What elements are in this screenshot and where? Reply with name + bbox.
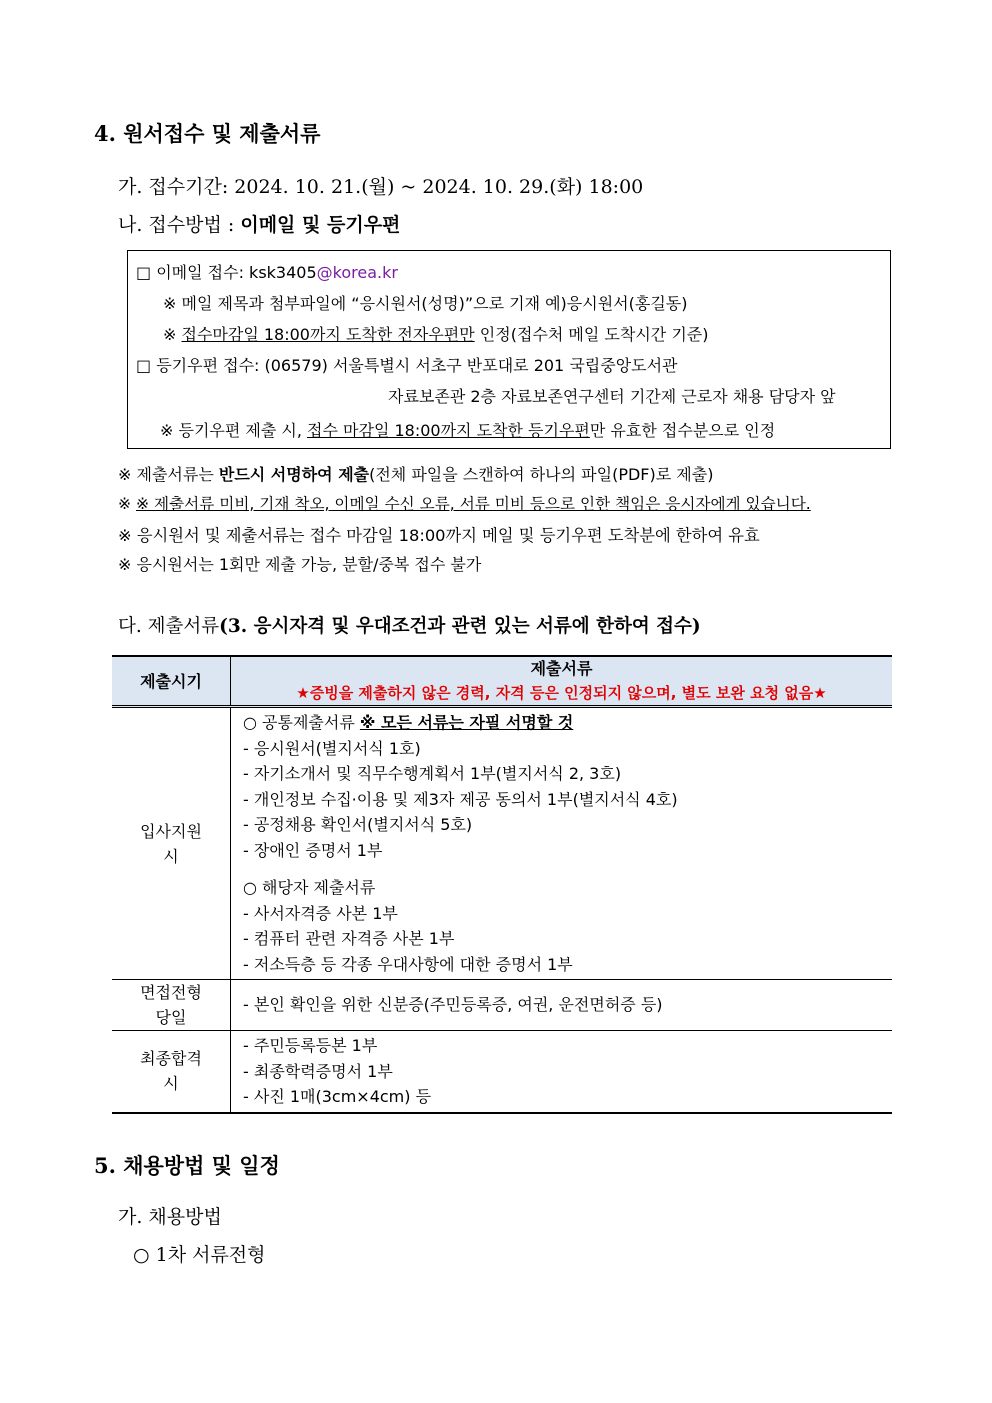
extra-docs-title: ○ 해당자 제출서류: [243, 878, 376, 897]
list-item: - 장애인 증명서 1부: [243, 840, 383, 860]
list-item: - 공정채용 확인서(별지서식 5호): [243, 815, 473, 834]
list-item: - 자기소개서 및 직무수행계획서 1부(별지서식 2, 3호): [243, 764, 622, 783]
row-docs-interview: [231, 980, 893, 1031]
table-row: [112, 980, 892, 1031]
list-item: - 저소득층 등 각종 우대사항에 대한 증명서 1부: [243, 954, 573, 974]
common-docs-prefix: ○ 공통제출서류: [243, 713, 360, 732]
list-item: - 사진 1매(3cm×4cm) 등: [243, 1087, 432, 1106]
note-1: [118, 462, 713, 485]
header-warning: ★증빙을 제출하지 않은 경력, 자격 등은 인정되지 않으며, 별도 보완 요청 없음★: [296, 684, 827, 702]
note-1-suffix: (전체 파일을 스캔하여 하나의 파일(PDF)로 제출): [369, 465, 714, 484]
list-item: - 사서자격증 사본 1부: [243, 903, 398, 923]
common-docs-underline: ※ 모든 서류는 자필 서명할 것: [359, 713, 574, 732]
row-when-interview: 면접전형 당일: [112, 980, 231, 1031]
email-note-2-prefix: ※: [163, 325, 182, 344]
email-note-1: ※ 메일 제목과 첨부파일에 “응시원서(성명)”으로 기재 예)응시원서(홍길동): [163, 294, 688, 313]
application-period: 가. 접수기간: 2024. 10. 21.(월) ~ 2024. 10. 29.(화) 18:00: [118, 176, 644, 198]
post-note: [160, 418, 775, 441]
email-note-2: [163, 322, 708, 345]
documents-table: [112, 655, 892, 1114]
email-domain[interactable]: @korea.kr: [316, 263, 398, 282]
email-note-2-underline: 접수마감일 18:00까지 도착한 전자우편만: [181, 325, 475, 344]
list-item: - 주민등록등본 1부: [243, 1036, 378, 1055]
list-item: - 응시원서(별지서식 1호): [243, 738, 421, 758]
list-item: - 컴퓨터 관련 자격증 사본 1부: [243, 929, 455, 948]
section-5-title: 5. 채용방법 및 일정: [94, 1153, 280, 1178]
row-docs-final: [231, 1031, 893, 1113]
post-line: □ 등기우편 접수: (06579) 서울특별시 서초구 반포대로 201 국립중앙도서관: [136, 356, 678, 375]
note-3: ※ 응시원서 및 제출서류는 접수 마감일 18:00까지 메일 및 등기우편 도착분에 한하여 유효: [118, 526, 760, 545]
header-docs-label: 제출서류: [530, 659, 593, 678]
table-row: [112, 707, 892, 980]
post-note-underline: 접수 마감일 18:00까지 도착한 등기우편: [307, 421, 590, 440]
method-bold: 이메일 및 등기우편: [240, 214, 401, 236]
docs-heading-prefix: 다. 제출서류: [118, 616, 220, 637]
note-2-text: ※ 제출서류 미비, 기재 착오, 이메일 수신 오류, 서류 미비 등으로 인한 책임은 응시자에게 있습니다.: [136, 495, 811, 513]
post-address-2: 자료보존관 2층 자료보존연구센터 기간제 근로자 채용 담당자 앞: [388, 387, 836, 406]
list-item: - 최종학력증명서 1부: [243, 1061, 393, 1081]
header-when: 제출시기: [140, 671, 202, 691]
docs-heading-bold: (3. 응시자격 및 우대조건과 관련 있는 서류에 한하여 접수): [219, 616, 701, 637]
row-when-final: 최종합격 시: [112, 1031, 231, 1113]
list-item: - 본인 확인을 위한 신분증(주민등록증, 여권, 운전면허증 등): [243, 995, 663, 1015]
email-label: □ 이메일 접수:: [136, 263, 250, 282]
post-note-suffix: 만 유효한 접수분으로 인정: [589, 421, 776, 440]
row-docs-apply: [231, 707, 893, 980]
email-note-2-suffix: 인정(접수처 메일 도착시간 기준): [474, 325, 709, 344]
recruit-method: 가. 채용방법: [118, 1206, 222, 1228]
note-2: ※ ※ 제출서류 미비, 기재 착오, 이메일 수신 오류, 서류 미비 등으로 인한 책임은 응시자에게 있습니다.: [118, 495, 811, 513]
email-user[interactable]: ksk3405: [249, 263, 317, 282]
header-docs: [231, 656, 893, 707]
section-4-title: 4. 원서접수 및 제출서류: [94, 121, 321, 146]
method-prefix: 나. 접수방법 :: [118, 214, 241, 236]
application-method: [118, 210, 400, 237]
email-line: [136, 260, 398, 283]
row-when-apply: 입사지원 시: [112, 707, 231, 980]
post-note-prefix: ※ 등기우편 제출 시,: [160, 421, 308, 440]
note-4: ※ 응시원서는 1회만 제출 가능, 분할/중복 접수 불가: [118, 555, 482, 574]
table-row: [112, 1031, 892, 1113]
note-1-bold: 반드시 서명하여 제출: [218, 465, 370, 484]
note-1-prefix: ※ 제출서류는: [118, 465, 219, 484]
table-header-row: [112, 656, 892, 707]
first-stage: ○ 1차 서류전형: [133, 1244, 266, 1266]
list-item: - 개인정보 수집·이용 및 제3자 제공 동의서 1부(별지서식 4호): [243, 789, 678, 809]
common-docs-title: [231, 710, 892, 736]
docs-heading: [118, 612, 701, 638]
